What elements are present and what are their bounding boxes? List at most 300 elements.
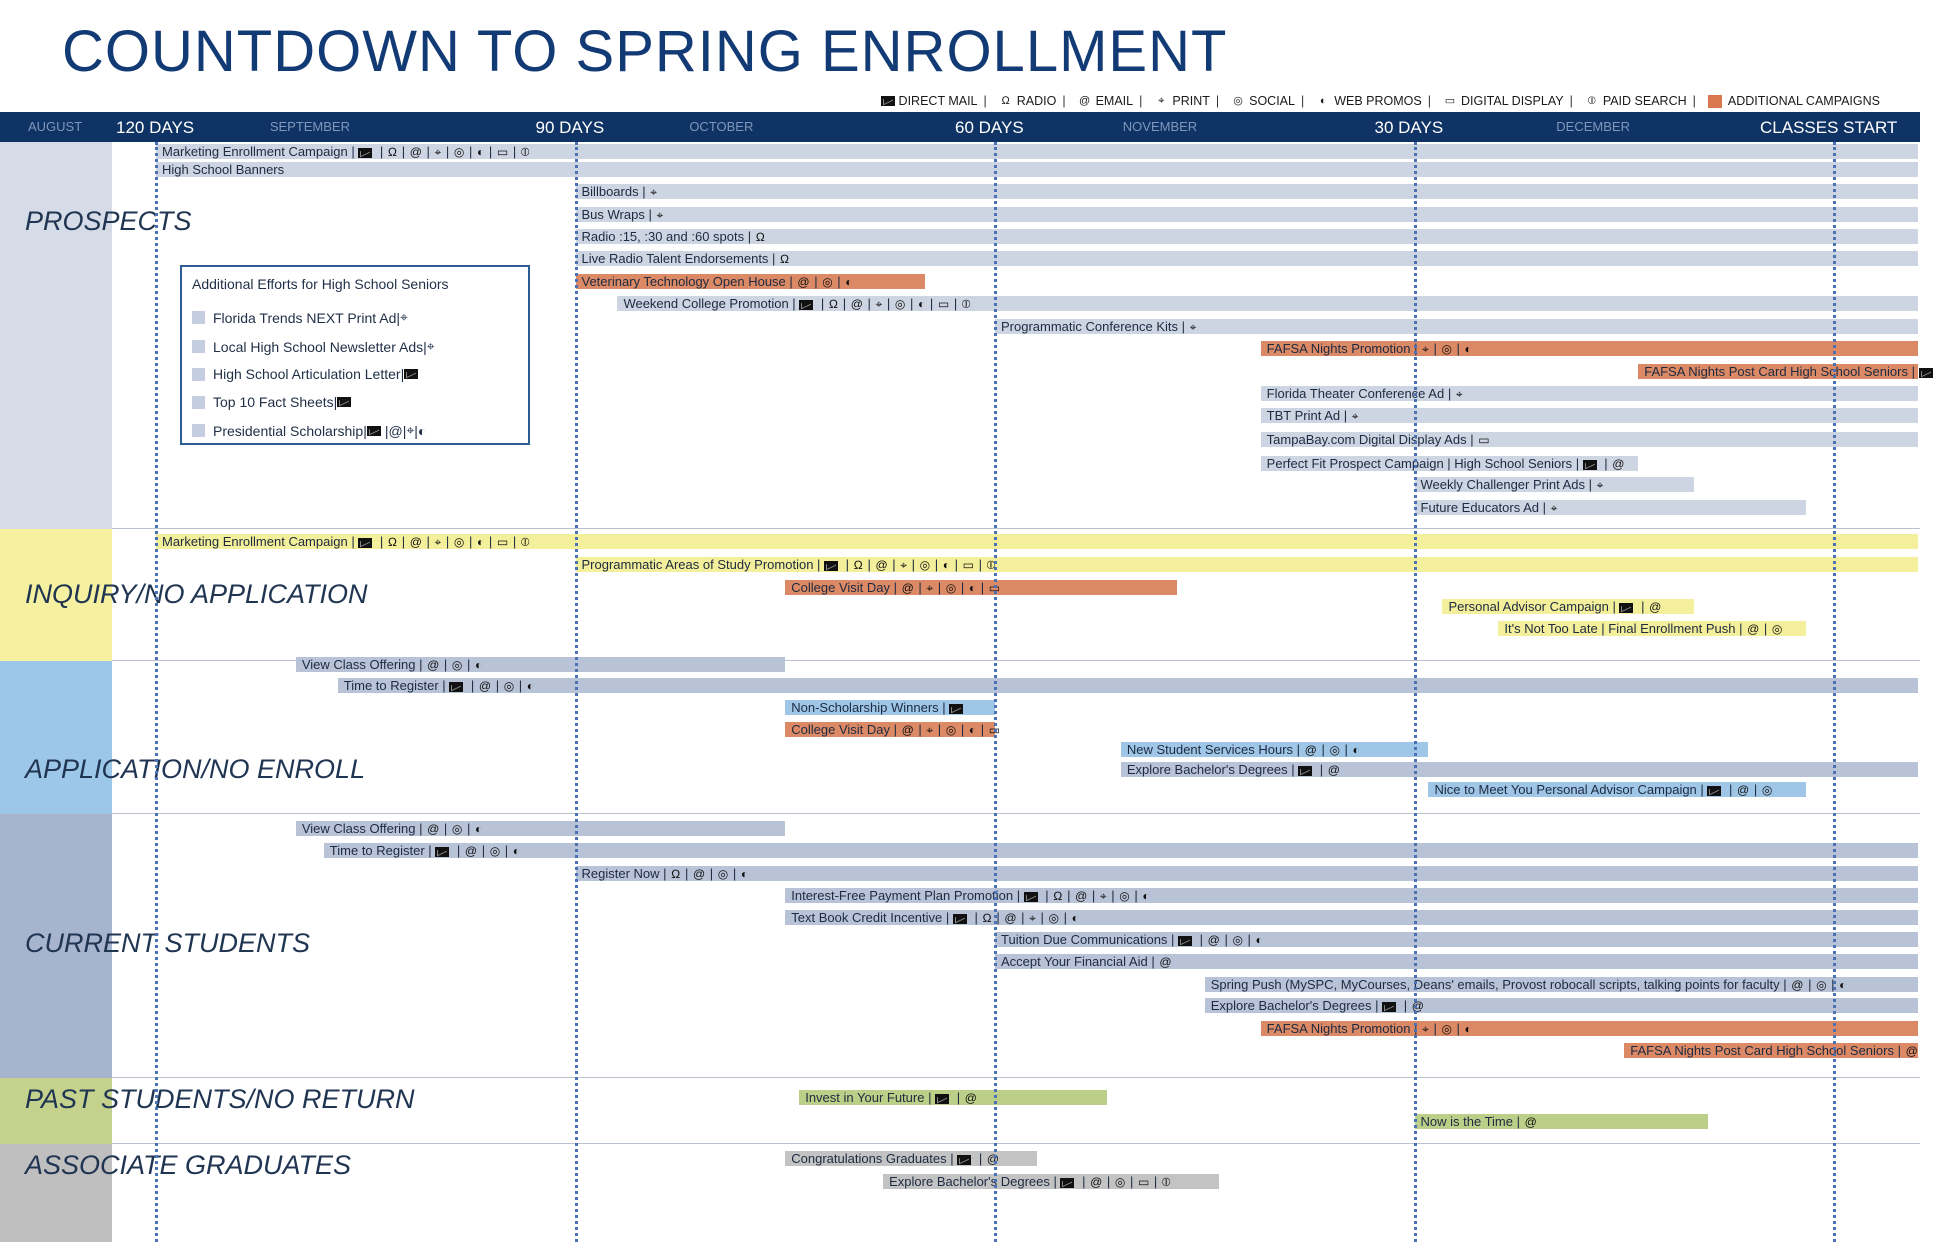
icon-separator: | <box>1167 932 1179 947</box>
print-icon: ⌖ <box>434 535 442 549</box>
milestone-label: 120 DAYS <box>116 118 195 137</box>
legend-item <box>1443 94 1564 108</box>
callout-item-label: High School Articulation Letter <box>213 366 401 382</box>
icon-separator: | <box>1147 954 1159 969</box>
bullet-square <box>192 396 205 409</box>
campaign-bar <box>156 144 1918 159</box>
paid-search-icon: ⦶ <box>961 297 971 311</box>
icon-separator: | <box>1750 782 1761 797</box>
icon-separator: | <box>347 534 359 549</box>
email-icon: @ <box>1747 622 1760 636</box>
icon-separator: | <box>1317 742 1329 757</box>
campaign-label: Perfect Fit Prospect Campaign | High School Seniors <box>1266 456 1573 471</box>
icon-separator: | <box>1512 1114 1524 1129</box>
icon-separator: | <box>1725 782 1737 797</box>
icon-separator: | <box>363 422 367 439</box>
legend-label: PAID SEARCH <box>1602 94 1687 108</box>
icon-separator: | <box>908 557 919 572</box>
campaign-label: View Class Offering <box>301 657 416 672</box>
milestone-line <box>1414 142 1417 1242</box>
email-icon: @ <box>1791 978 1804 992</box>
icon-separator: | <box>817 296 828 311</box>
radio-icon: Ω <box>853 558 863 572</box>
campaign-label: Radio :15, :30 and :60 spots <box>581 229 745 244</box>
radio-icon: Ω <box>1001 94 1010 107</box>
icon-separator: | <box>1410 341 1422 356</box>
direct-mail-icon <box>358 538 372 548</box>
direct-mail-icon <box>1583 460 1597 470</box>
audience-band <box>0 529 1920 661</box>
icon-separator: | <box>415 657 427 672</box>
icon-separator: | <box>1063 888 1075 903</box>
icon-separator: | <box>1013 888 1024 903</box>
email-icon: @ <box>1079 94 1091 107</box>
legend-item <box>881 94 978 108</box>
icon-separator: | <box>1585 477 1596 492</box>
direct-mail-icon <box>435 847 449 857</box>
high-school-seniors-callout <box>180 265 530 445</box>
legend-item <box>1708 94 1880 108</box>
social-icon: ◎ <box>1761 783 1773 797</box>
paid-search-icon: ⦶ <box>520 535 530 549</box>
radio-icon: Ω <box>828 297 839 311</box>
web-promos-icon: ◐ <box>845 275 853 289</box>
social-icon: ◎ <box>1441 342 1452 356</box>
social-icon: ◎ <box>1232 933 1243 947</box>
icon-separator: | <box>1429 341 1441 356</box>
campaign-bar <box>156 534 1918 549</box>
print-icon: ⌖ <box>1158 94 1165 107</box>
icon-separator: | <box>638 184 650 199</box>
print-icon: ⌖ <box>434 145 442 159</box>
direct-mail-icon <box>1024 892 1038 902</box>
callout-item-label: Local High School Newsletter Ads <box>213 338 424 355</box>
print-icon: ⌖ <box>1422 342 1429 356</box>
icon-separator: | <box>1410 1021 1422 1036</box>
email-icon: @ <box>1207 933 1220 947</box>
direct-mail-icon <box>824 561 838 571</box>
print-icon: ⌖ <box>926 581 934 595</box>
additional-campaigns-swatch <box>1708 95 1722 108</box>
icon-separator: | <box>1827 977 1839 992</box>
campaign-label: College Visit Day <box>791 580 891 595</box>
icon-separator: | <box>644 207 656 222</box>
legend-separator: | <box>1427 94 1431 108</box>
email-icon: @ <box>464 844 478 858</box>
campaign-bar <box>785 722 1001 737</box>
web-promos-icon: ◐ <box>417 422 427 439</box>
icon-separator: | <box>813 557 825 572</box>
legend-separator: | <box>1569 94 1573 108</box>
campaign-bar <box>1261 1021 1918 1036</box>
callout-item <box>192 309 408 326</box>
icon-separator: | <box>934 580 945 595</box>
direct-mail-icon <box>1298 766 1312 776</box>
icon-separator: | <box>1452 341 1464 356</box>
icon-separator: | <box>957 580 968 595</box>
web-promos-icon: ◐ <box>1142 889 1150 903</box>
email-icon: @ <box>1524 1115 1537 1129</box>
paid-search-icon: ⦶ <box>520 145 530 159</box>
icon-separator: | <box>890 722 901 737</box>
email-icon: @ <box>1737 783 1750 797</box>
legend-label: SOCIAL <box>1249 94 1295 108</box>
bullet-square <box>192 340 205 353</box>
campaign-label: Marketing Enrollment Campaign <box>162 144 348 159</box>
email-icon: @ <box>1159 955 1172 969</box>
social-icon: ◎ <box>945 581 957 595</box>
campaign-bar <box>1261 386 1918 401</box>
month-label: NOVEMBER <box>1122 119 1198 134</box>
bullet-square <box>192 368 205 381</box>
band-label: APPLICATION/NO ENROLL <box>25 754 366 784</box>
icon-separator: | <box>950 296 961 311</box>
web-promos-icon: ◐ <box>942 558 950 572</box>
web-promos-icon: ◐ <box>1319 94 1327 107</box>
icon-separator: | <box>938 700 950 715</box>
page-title: COUNTDOWN TO SPRING ENROLLMENT <box>62 19 1228 84</box>
icon-separator: | <box>1760 621 1771 636</box>
direct-mail-icon <box>1619 603 1633 613</box>
social-icon: ◎ <box>453 145 465 159</box>
campaign-label: FAFSA Nights Post Card High School Seniors <box>1644 364 1908 379</box>
audience-band <box>0 1078 1920 1144</box>
band-color-column <box>0 142 112 529</box>
legend-separator: | <box>1215 94 1220 108</box>
campaign-bar <box>576 557 1918 572</box>
icon-separator: | <box>415 821 427 836</box>
print-icon: ⌖ <box>900 558 908 572</box>
email-icon: @ <box>1612 457 1625 471</box>
email-icon: @ <box>850 297 863 311</box>
campaign-bar <box>576 274 926 289</box>
web-promos-icon: ◐ <box>1464 1022 1472 1036</box>
campaign-label: FAFSA Nights Promotion <box>1266 341 1411 356</box>
icon-separator: | <box>347 144 359 159</box>
web-promos-icon: ◐ <box>1839 978 1847 992</box>
band-color-column <box>0 661 112 814</box>
icon-separator: | <box>1735 621 1747 636</box>
icon-separator: | <box>1017 910 1029 925</box>
campaign-bar <box>1638 364 1918 379</box>
campaign-bar <box>1624 1043 1918 1058</box>
month-label: OCTOBER <box>689 119 754 134</box>
social-icon: ◎ <box>894 297 906 311</box>
icon-separator: | <box>839 296 850 311</box>
icon-separator: | <box>1049 1174 1061 1189</box>
campaign-bar <box>1121 762 1918 777</box>
icon-separator: | <box>1572 456 1583 471</box>
print-icon: ⌖ <box>1455 387 1463 401</box>
print-icon: ⌖ <box>400 309 408 325</box>
radio-icon: Ω <box>780 252 790 266</box>
radio-icon: Ω <box>387 535 398 549</box>
direct-mail-icon <box>1060 1178 1074 1188</box>
milestone-line <box>575 142 578 1242</box>
campaign-bar <box>1261 432 1918 447</box>
icon-separator: | <box>863 557 875 572</box>
social-icon: ◎ <box>1233 94 1243 107</box>
icon-separator: | <box>833 274 845 289</box>
bullet-square <box>192 424 205 437</box>
band-label: ASSOCIATE GRADUATES <box>25 1150 352 1180</box>
campaign-bar <box>785 910 1918 925</box>
month-label: AUGUST <box>28 119 83 134</box>
icon-separator: | <box>1340 408 1351 423</box>
icon-separator: | <box>890 580 901 595</box>
email-icon: @ <box>409 145 422 159</box>
email-icon: @ <box>901 723 914 737</box>
icon-separator: | <box>509 534 520 549</box>
icon-separator: | <box>1804 977 1816 992</box>
icon-separator: | <box>515 678 526 693</box>
legend-item <box>999 94 1057 108</box>
print-icon: ⌖ <box>1189 320 1197 334</box>
email-icon: @ <box>427 658 440 672</box>
icon-separator: | <box>376 144 387 159</box>
legend-separator: | <box>1300 94 1305 108</box>
campaign-bar <box>324 843 1918 858</box>
direct-mail-icon <box>449 682 463 692</box>
legend-item <box>1316 94 1422 108</box>
web-promos-icon: ◐ <box>526 679 535 693</box>
print-icon: ⌖ <box>406 422 415 438</box>
icon-separator: | <box>1600 456 1612 471</box>
campaign-label: Register Now <box>581 866 660 881</box>
campaign-bar <box>296 821 785 836</box>
icon-separator: | <box>442 534 453 549</box>
digital-display-icon: ▭ <box>1137 1175 1150 1189</box>
direct-mail-icon <box>1382 1002 1396 1012</box>
icon-separator: | <box>1779 977 1791 992</box>
campaign-bar <box>995 932 1918 947</box>
campaign-bar <box>883 1174 1219 1189</box>
icon-separator: | <box>659 866 671 881</box>
campaign-label: TBT Print Ad <box>1266 408 1341 423</box>
digital-display-icon: ▭ <box>1444 94 1456 107</box>
email-icon: @ <box>409 535 422 549</box>
social-icon: ◎ <box>717 867 729 881</box>
icon-separator: | <box>992 910 1004 925</box>
icon-separator: | <box>400 366 405 382</box>
icon-separator: | <box>478 843 489 858</box>
email-icon: @ <box>1649 600 1662 614</box>
icon-separator: | <box>768 251 780 266</box>
icon-separator: | <box>957 722 968 737</box>
web-promos-icon: ◐ <box>1464 342 1472 356</box>
icon-separator: | <box>1150 1174 1161 1189</box>
campaign-bar <box>785 1151 1037 1166</box>
icon-separator: | <box>785 274 797 289</box>
direct-mail-icon <box>881 96 895 106</box>
icon-separator: | <box>492 678 503 693</box>
icon-separator: | <box>1608 599 1620 614</box>
legend-separator: | <box>1692 94 1696 108</box>
icon-separator: | <box>424 843 436 858</box>
radio-icon: Ω <box>755 230 765 244</box>
print-icon: ⌖ <box>1596 478 1604 492</box>
campaign-bar <box>785 700 995 715</box>
social-icon: ◎ <box>1114 1175 1126 1189</box>
digital-display-icon: ▭ <box>496 145 509 159</box>
campaign-bar <box>1415 500 1807 515</box>
direct-mail-icon <box>1178 936 1192 946</box>
web-promos-icon: ◐ <box>1352 743 1360 757</box>
icon-separator: | <box>440 657 451 672</box>
icon-separator: | <box>975 1151 986 1166</box>
callout-item-label: Presidential Scholarship <box>213 422 364 439</box>
campaign-label: Future Educators Ad <box>1420 500 1540 515</box>
print-icon: ⌖ <box>1099 889 1107 903</box>
print-icon: ⌖ <box>926 723 934 737</box>
icon-separator: | <box>888 557 900 572</box>
campaign-label: High School Banners <box>162 162 285 177</box>
icon-separator: | <box>465 534 477 549</box>
campaign-bar <box>995 954 1918 969</box>
direct-mail-icon <box>404 369 418 379</box>
campaign-label: Programmatic Conference Kits <box>1001 319 1179 334</box>
campaign-bar <box>1428 782 1806 797</box>
campaign-label: Live Radio Talent Endorsements <box>581 251 769 266</box>
campaign-label: Spring Push (MySPC, MyCourses, Deans' emails, Provost robocall scripts, talking points for faculty <box>1210 977 1780 992</box>
campaign-label: Invest in Your Future <box>805 1090 925 1105</box>
campaign-label: Explore Bachelor's Degrees <box>889 1174 1050 1189</box>
legend-item <box>1078 94 1134 108</box>
milestone-label: 60 DAYS <box>955 118 1024 137</box>
icon-separator: | <box>974 557 986 572</box>
campaign-label: Explore Bachelor's Degrees <box>1210 998 1372 1013</box>
social-icon: ◎ <box>1119 889 1130 903</box>
campaign-label: Programmatic Areas of Study Promotion <box>581 557 814 572</box>
social-icon: ◎ <box>822 275 833 289</box>
icon-separator: | <box>729 866 740 881</box>
digital-display-icon: ▭ <box>988 723 1001 737</box>
campaign-bar <box>1205 977 1918 992</box>
icon-separator: | <box>946 1151 958 1166</box>
campaign-label: Time to Register <box>343 678 439 693</box>
email-icon: @ <box>427 822 440 836</box>
icon-separator: | <box>951 557 962 572</box>
icon-separator: | <box>914 580 926 595</box>
campaign-bar <box>296 657 785 672</box>
print-icon: ⌖ <box>650 185 657 199</box>
campaign-label: Interest-Free Payment Plan Promotion <box>791 888 1014 903</box>
audience-band <box>0 1144 1920 1242</box>
direct-mail-icon <box>1919 368 1933 378</box>
icon-separator: | <box>1220 932 1232 947</box>
social-icon: ◎ <box>1771 622 1783 636</box>
paid-search-icon: ⦶ <box>1161 1175 1171 1189</box>
icon-separator: | <box>1126 1174 1137 1189</box>
campaign-label: Nice to Meet You Personal Advisor Campaign <box>1434 782 1697 797</box>
web-promos-icon: ◐ <box>740 867 749 881</box>
icon-separator: | <box>914 722 926 737</box>
web-promos-icon: ◐ <box>968 581 977 595</box>
icon-separator: | <box>1178 319 1189 334</box>
email-icon: @ <box>1075 889 1088 903</box>
icon-separator: | <box>1088 888 1099 903</box>
social-icon: ◎ <box>453 535 465 549</box>
icon-separator: | <box>1316 762 1327 777</box>
campaign-bar <box>576 866 1918 881</box>
print-icon: ⌖ <box>426 338 435 354</box>
icon-separator: | <box>485 144 496 159</box>
print-icon: ⌖ <box>875 297 883 311</box>
campaign-label: Text Book Credit Incentive <box>791 910 943 925</box>
icon-separator: | <box>1293 742 1304 757</box>
icon-separator: | <box>453 843 464 858</box>
icon-separator: | <box>883 296 894 311</box>
icon-separator: | <box>1130 888 1142 903</box>
legend-label: EMAIL <box>1095 94 1134 108</box>
month-label: DECEMBER <box>1556 119 1630 134</box>
direct-mail-icon <box>337 397 351 407</box>
legend-item <box>1585 94 1687 108</box>
social-icon: ◎ <box>1441 1022 1452 1036</box>
icon-separator: | <box>681 866 692 881</box>
icon-separator: | <box>1078 1174 1090 1189</box>
icon-separator: | <box>942 910 953 925</box>
campaign-label: Bus Wraps <box>581 207 645 222</box>
email-icon: @ <box>1411 999 1424 1013</box>
campaign-label: Explore Bachelor's Degrees <box>1126 762 1288 777</box>
icon-separator: | <box>810 274 822 289</box>
icon-separator: | <box>1340 742 1352 757</box>
icon-separator: | <box>842 557 853 572</box>
band-label: INQUIRY/NO APPLICATION <box>25 579 368 609</box>
icon-separator: | <box>1287 762 1299 777</box>
social-icon: ◎ <box>1816 978 1827 992</box>
web-promos-icon: ◐ <box>477 145 485 159</box>
campaign-bar <box>1261 408 1918 423</box>
audience-band <box>0 657 1920 814</box>
campaign-bar <box>1205 998 1918 1013</box>
campaign-bar <box>1415 477 1695 492</box>
web-promos-icon: ◐ <box>1071 911 1079 925</box>
direct-mail-icon <box>367 426 381 436</box>
email-icon: @ <box>388 422 403 439</box>
icon-separator: | <box>863 296 875 311</box>
icon-separator: | <box>970 910 982 925</box>
radio-icon: Ω <box>387 145 398 159</box>
icon-separator: | <box>463 821 475 836</box>
icon-separator: | <box>440 821 451 836</box>
campaign-label: Weekend College Promotion <box>623 296 789 311</box>
campaign-label: Marketing Enrollment Campaign <box>162 534 348 549</box>
print-icon: ⌖ <box>1422 1022 1429 1036</box>
digital-display-icon: ▭ <box>1478 433 1490 447</box>
direct-mail-icon <box>358 148 372 158</box>
email-icon: @ <box>986 1152 1000 1166</box>
icon-separator: | <box>1893 1043 1905 1058</box>
callout-item <box>192 366 422 382</box>
direct-mail-icon <box>957 1155 971 1165</box>
web-promos-icon: ◐ <box>477 535 485 549</box>
social-icon: ◎ <box>451 822 463 836</box>
timeline-header <box>0 112 1920 142</box>
digital-display-icon: ▭ <box>496 535 509 549</box>
direct-mail-icon <box>949 704 963 714</box>
radio-icon: Ω <box>982 911 992 925</box>
icon-separator: | <box>384 422 389 439</box>
direct-mail-icon <box>799 300 813 310</box>
print-icon: ⌖ <box>1351 409 1359 423</box>
social-icon: ◎ <box>945 723 957 737</box>
print-icon: ⌖ <box>1550 501 1558 515</box>
direct-mail-icon <box>1707 786 1721 796</box>
campaign-label: Personal Advisor Campaign <box>1448 599 1609 614</box>
web-promos-icon: ◐ <box>918 297 926 311</box>
